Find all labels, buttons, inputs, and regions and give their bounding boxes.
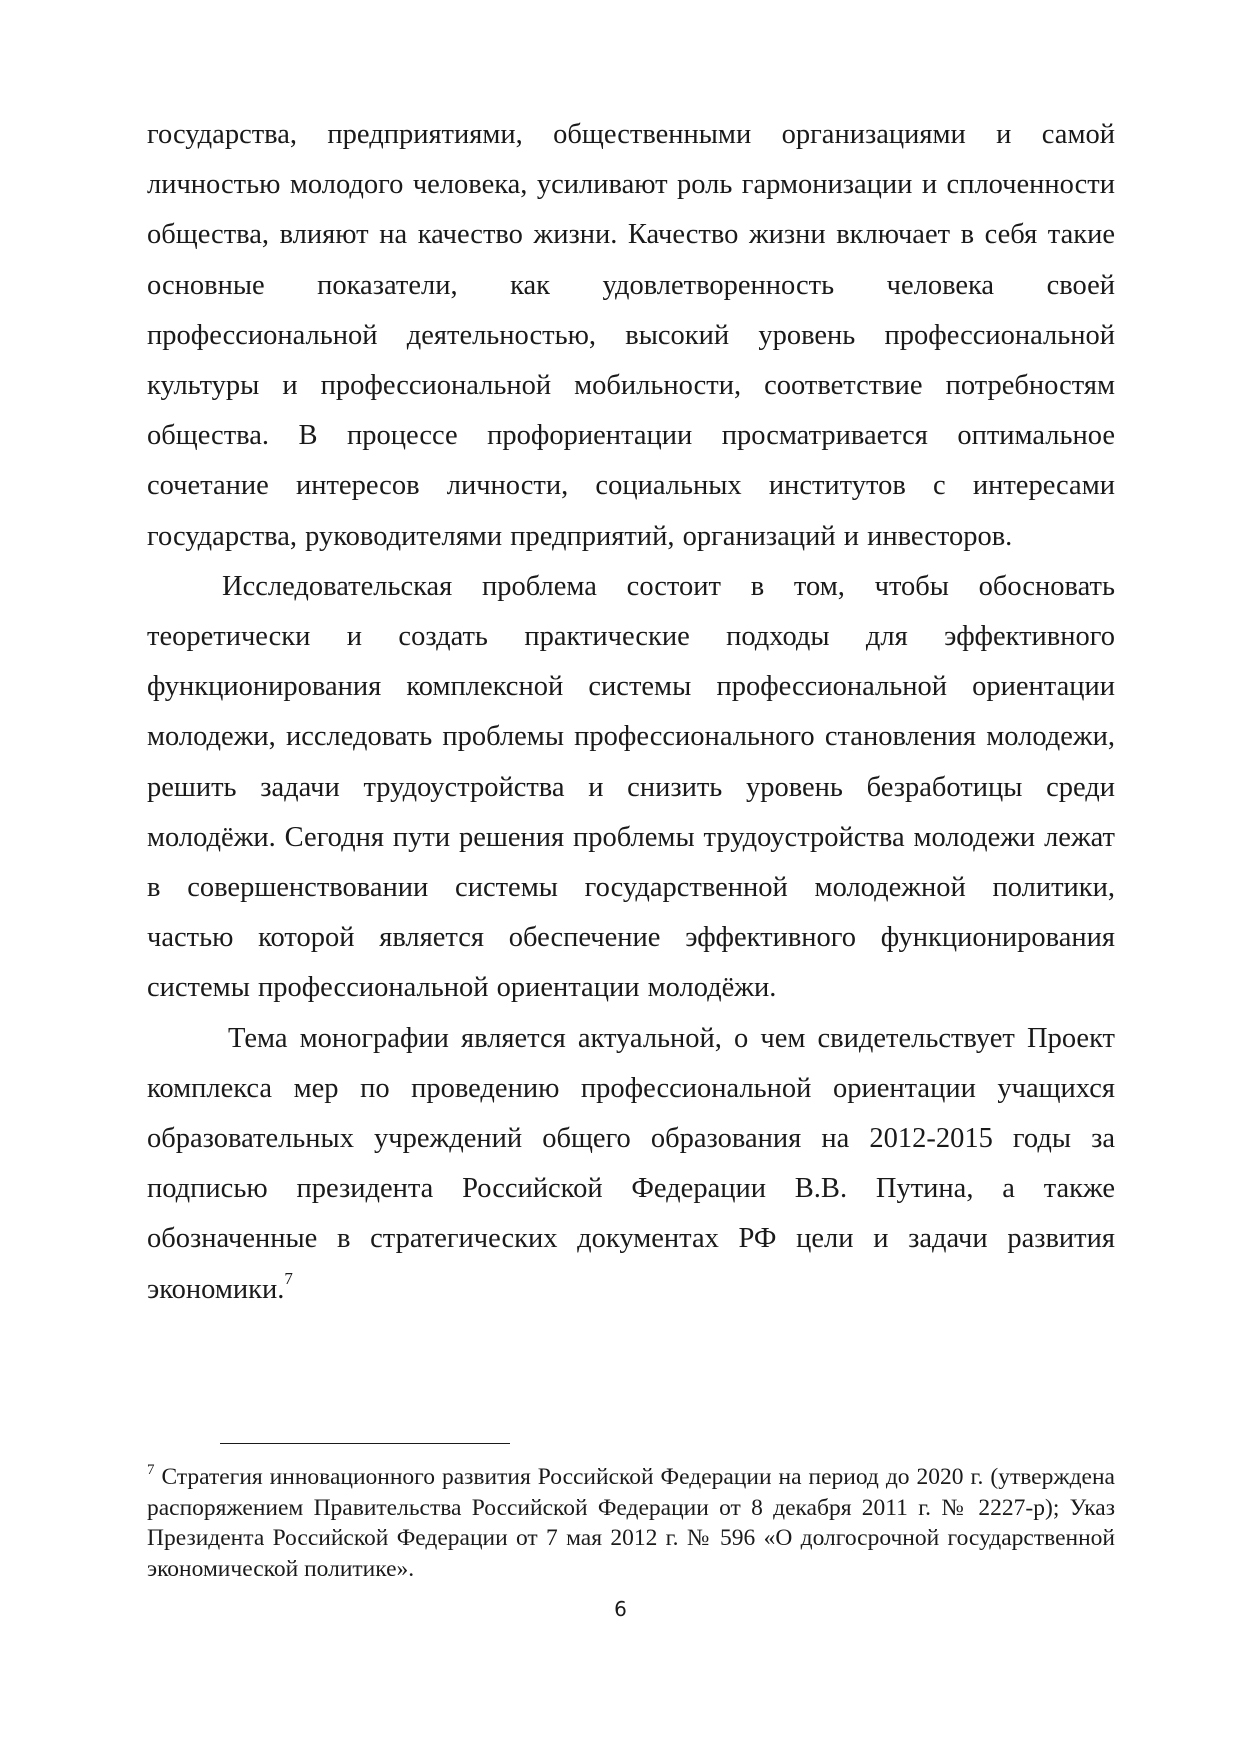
footnote-separator: [220, 1443, 510, 1444]
paragraph: Исследовательская проблема состоит в том, чтобы обосновать теоретически и создать практические подходы для эффективного функционирования комплексной системы профессиональной ориентации молодежи, исследовать проблемы профессионального становления молодежи, решить задачи трудоустройства и снизить уровень безработицы среди молодёжи. Сегодня пути решения проблемы трудоустройства молодежи лежат в совершенствовании системы государственной молодежной политики, частью которой является обеспечение эффективного функционирования системы профессиональной ориентации молодёжи.: [147, 570, 1115, 1004]
paragraph: [147, 1014, 1115, 1315]
footnote: [147, 1462, 1115, 1584]
paragraph-text: Тема монографии является актуальной, о чем свидетельствует Проект комплекса мер по проведению профессиональной ориентации учащихся образовательных учреждений общего образования на 2012-2015 годы за подписью президента Российской Федерации В.В. Путина, а также обозначенные в стратегических документах РФ цели и задачи развития экономики.: [147, 1022, 1115, 1305]
page-number: 6: [614, 1597, 627, 1621]
body-text: [147, 110, 1115, 1315]
footnote-number: 7: [147, 1462, 155, 1478]
footnote-text: Стратегия инновационного развития Российской Федерации на период до 2020 г. (утверждена распоряжением Правительства Российской Федерации от 8 декабря 2011 г. № 2227-р); Указ Президента Российской Федерации от 7 мая 2012 г. № 596 «О долгосрочной государственной экономической политике».: [147, 1464, 1115, 1582]
paragraph: государства, предприятиями, общественными организациями и самой личностью молодого человека, усиливают роль гармонизации и сплоченности общества, влияют на качество жизни. Качество жизни включает в себя такие основные показатели, как удовлетворенность человека своей профессиональной деятельностью, высокий уровень профессиональной культуры и профессиональной мобильности, соответствие потребностям общества. В процессе профориентации просматривается оптимальное сочетание интересов личности, социальных институтов с интересами государства, руководителями предприятий, организаций и инвесторов.: [147, 119, 1115, 552]
footnote-reference: 7: [284, 1268, 293, 1288]
